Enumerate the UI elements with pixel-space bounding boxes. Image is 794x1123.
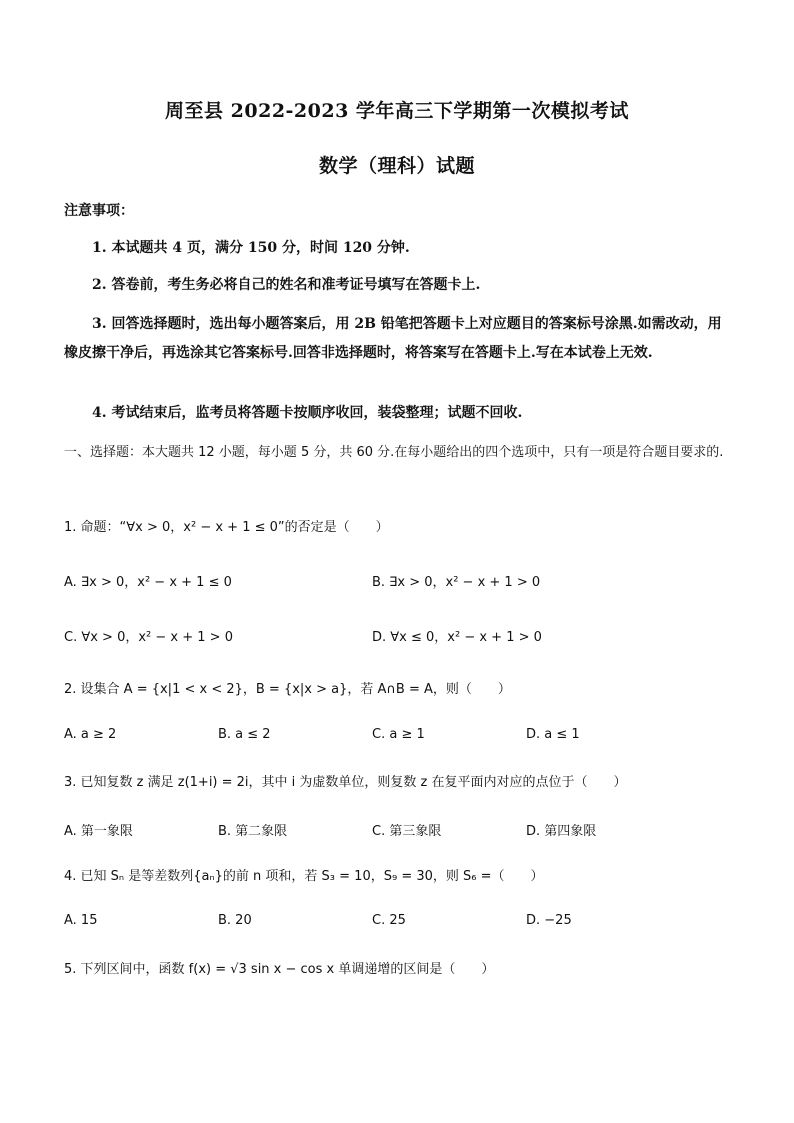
question-4-option-c: C. 25 (372, 913, 406, 928)
question-2-option-d: D. a ≤ 1 (526, 727, 580, 742)
question-2-option-c: C. a ≥ 1 (372, 727, 425, 742)
question-2-option-a: A. a ≥ 2 (64, 727, 117, 742)
question-2-option-b: B. a ≤ 2 (218, 727, 271, 742)
question-2-stem: 2. 设集合 A = {x|1 < x < 2}，B = {x|x > a}，若 A∩B = A，则（ ） (64, 682, 511, 697)
question-1-option-b: B. ∃x > 0，x² − x + 1 > 0 (372, 575, 541, 590)
notice-item-1: 1. 本试题共 4 页，满分 150 分，时间 120 分钟. (92, 240, 410, 256)
question-3-option-b: B. 第二象限 (218, 824, 288, 839)
question-3-stem: 3. 已知复数 z 满足 z(1+i) = 2i，其中 i 为虚数单位，则复数 z 在复平面内对应的点位于（ ） (64, 775, 627, 790)
question-4-stem: 4. 已知 Sₙ 是等差数列{aₙ}的前 n 项和，若 S₃ = 10，S₉ = 30，则 S₆ =（ ） (64, 869, 544, 884)
question-3-option-d: D. 第四象限 (526, 824, 597, 839)
question-4-option-a: A. 15 (64, 913, 98, 928)
question-5-stem: 5. 下列区间中，函数 f(x) = √3 sin x − cos x 单调递增的区间是（ ） (64, 962, 495, 977)
exam-title: 周至县 2022-2023 学年高三下学期第一次模拟考试 (165, 100, 629, 122)
section-instructions: 一、选择题：本大题共 12 小题，每小题 5 分，共 60 分.在每小题给出的四个选项中，只有一项是符合题目要求的. (64, 445, 724, 460)
notice-heading: 注意事项： (64, 203, 134, 219)
notice-item-2: 2. 答卷前，考生务必将自己的姓名和准考证号填写在答题卡上. (92, 277, 481, 293)
exam-subtitle: 数学（理科）试题 (318, 155, 475, 177)
question-4-option-d: D. −25 (526, 913, 572, 928)
question-1-option-c: C. ∀x > 0，x² − x + 1 > 0 (64, 630, 233, 645)
question-1-option-a: A. ∃x > 0，x² − x + 1 ≤ 0 (64, 575, 232, 590)
question-4-option-b: B. 20 (218, 913, 252, 928)
question-1-stem: 1. 命题：“∀x > 0，x² − x + 1 ≤ 0”的否定是（ ） (64, 520, 389, 535)
notice-item-4: 4. 考试结束后，监考员将答题卡按顺序收回，装袋整理；试题不回收. (92, 405, 523, 421)
question-3-option-a: A. 第一象限 (64, 824, 133, 839)
question-3-option-c: C. 第三象限 (372, 824, 442, 839)
question-1-option-d: D. ∀x ≤ 0，x² − x + 1 > 0 (372, 630, 542, 645)
notice-item-3: 3. 回答选择题时，选出每小题答案后，用 2B 铅笔把答题卡上对应题目的答案标号涂黑.如需改动，用橡皮擦干净后，再选涂其它答案标号.回答非选择题时，将答案写在答题卡上.写在本试卷上无效. (64, 316, 722, 361)
